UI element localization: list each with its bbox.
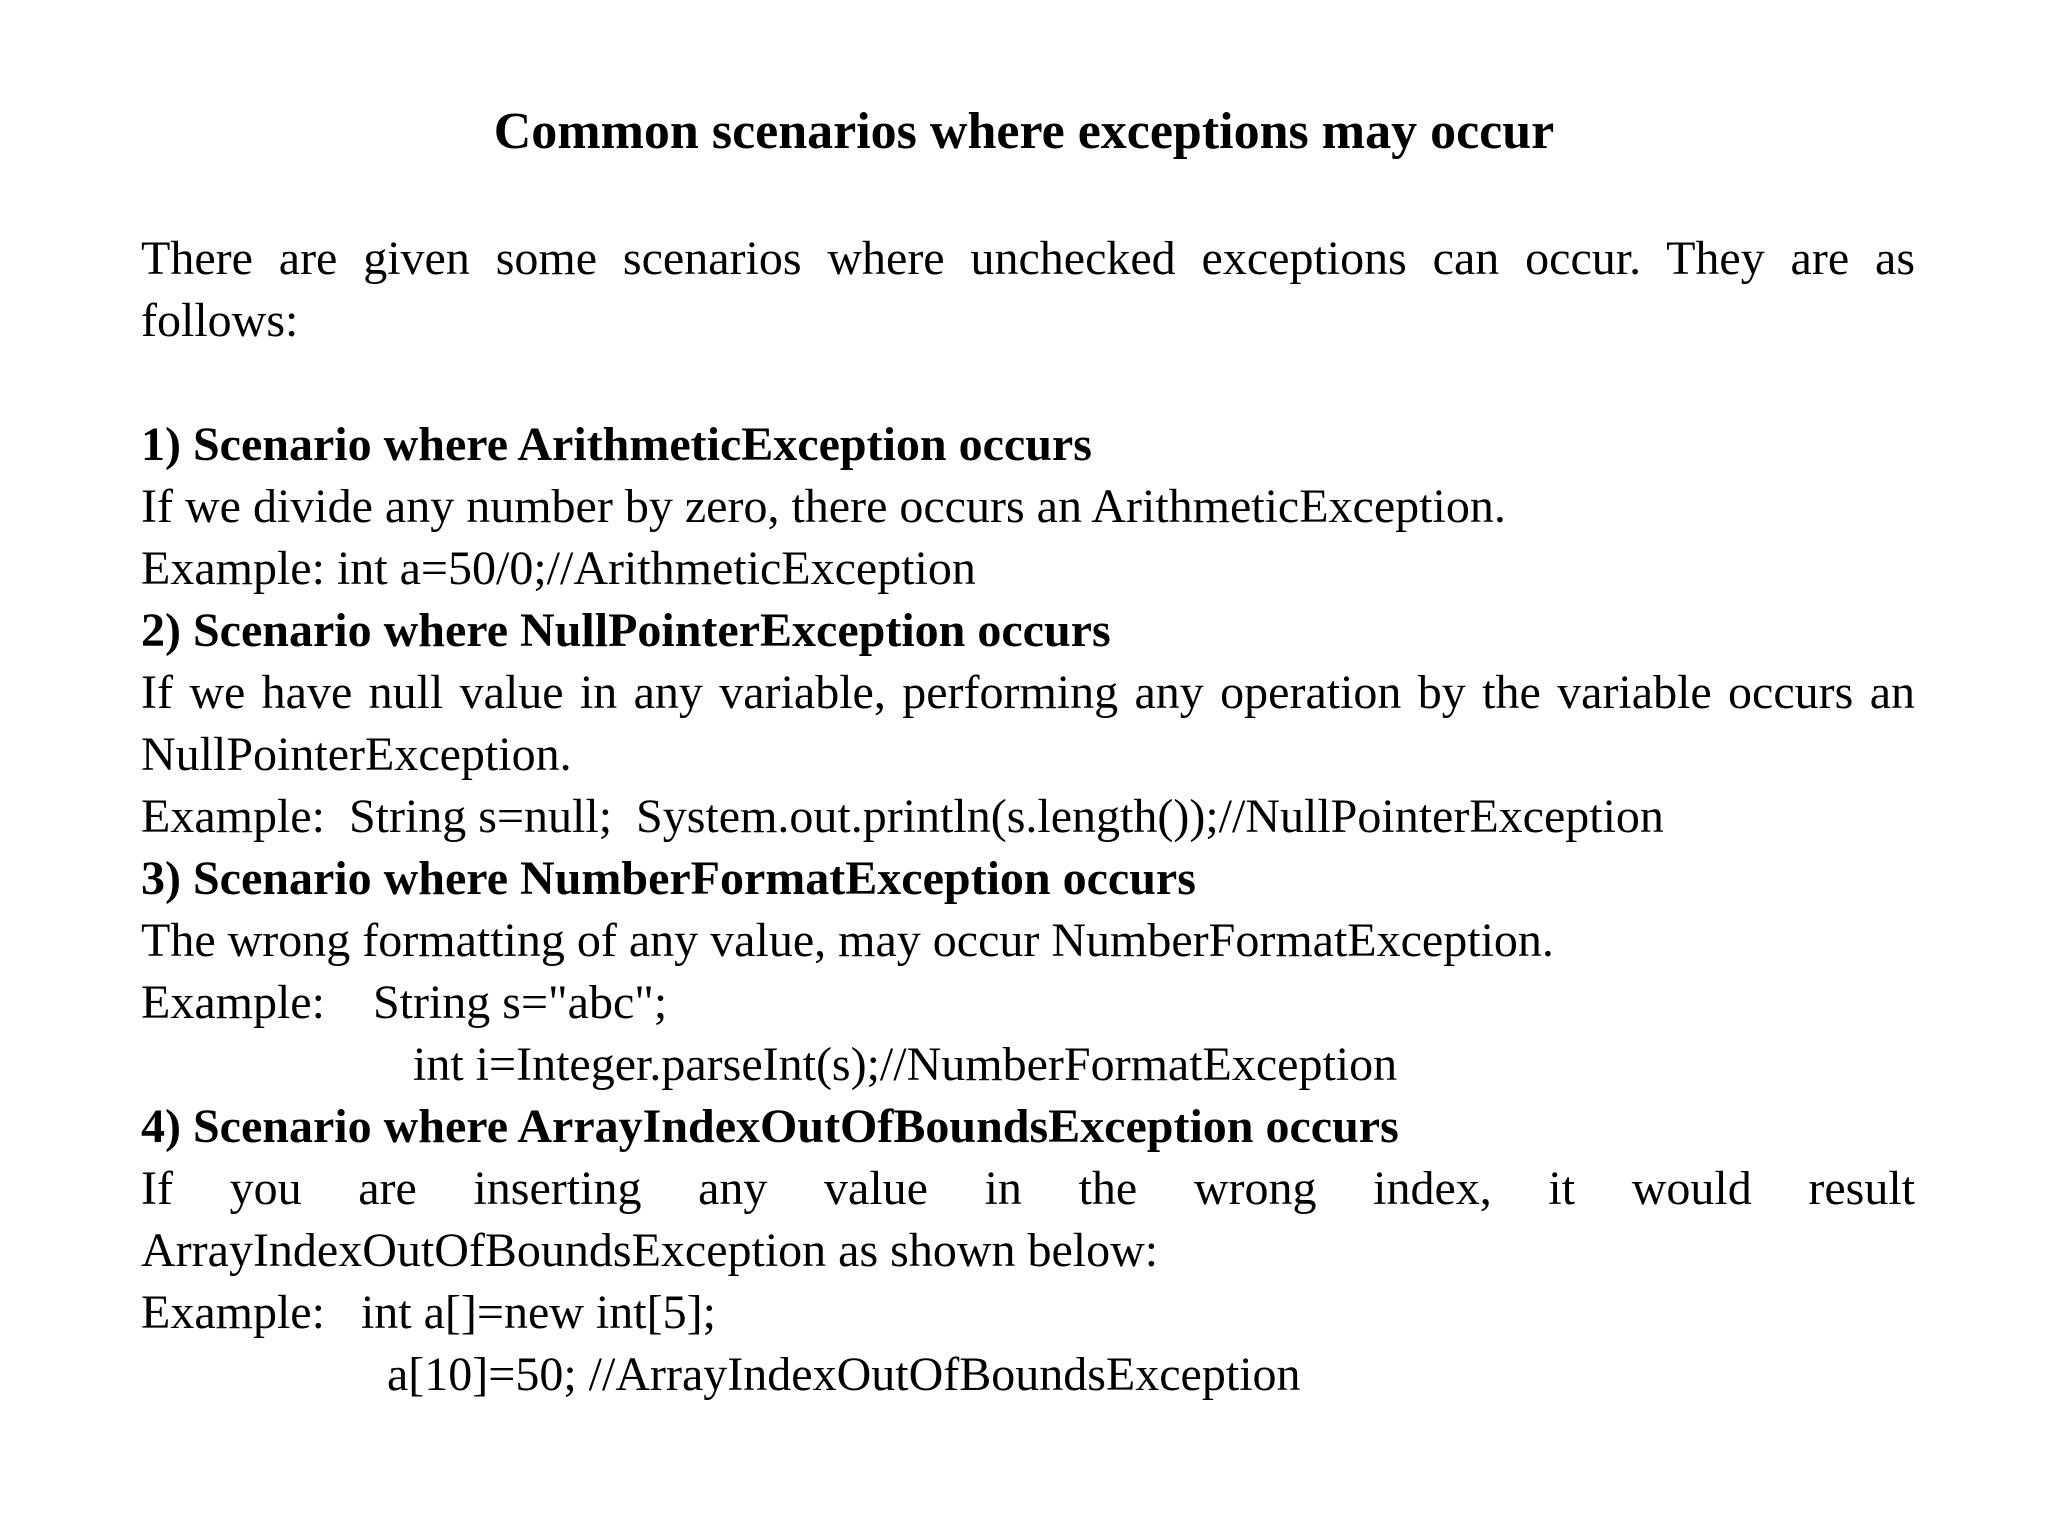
example-code-continuation xyxy=(141,1344,1915,1406)
section-nullpointer-exception xyxy=(141,600,1915,848)
example-code: int i=Integer.parseInt(s);//NumberFormatException xyxy=(413,1038,1398,1091)
example-code: int a[]=new int[5]; xyxy=(360,1286,716,1339)
section-description: If we have null value in any variable, performing any operation by the variable occurs an NullPointerException. xyxy=(141,666,1915,781)
section-description: If you are inserting any value in the wrong index, it would result ArrayIndexOutOfBoundsException as shown below: xyxy=(141,1162,1915,1277)
intro-paragraph: There are given some scenarios where unchecked exceptions can occur. They are as follows: xyxy=(141,232,1915,347)
example-line xyxy=(141,1282,1915,1344)
example-code-continuation xyxy=(141,1034,1915,1096)
example-label: Example: xyxy=(141,1286,325,1339)
paragraph-spacer xyxy=(141,352,1915,414)
section-description: The wrong formatting of any value, may occur NumberFormatException. xyxy=(141,914,1554,967)
example-label: Example: xyxy=(141,542,325,595)
document-body xyxy=(141,228,1915,1406)
page-title: Common scenarios where exceptions may occur xyxy=(493,103,1555,160)
section-heading: 1) Scenario where ArithmeticException occurs xyxy=(141,418,1092,471)
section-arrayindex-exception xyxy=(141,1096,1915,1406)
section-numberformat-exception xyxy=(141,848,1915,1096)
example-line xyxy=(141,786,1915,848)
example-code: int a=50/0;//ArithmeticException xyxy=(336,542,976,595)
example-line xyxy=(141,972,1915,1034)
section-description: If we divide any number by zero, there occurs an ArithmeticException. xyxy=(141,480,1506,533)
section-heading: 2) Scenario where NullPointerException occurs xyxy=(141,604,1111,657)
example-label: Example: xyxy=(141,790,325,843)
example-code: String s=null; System.out.println(s.length());//NullPointerException xyxy=(348,790,1664,843)
section-heading: 3) Scenario where NumberFormatException occurs xyxy=(141,852,1196,905)
section-heading: 4) Scenario where ArrayIndexOutOfBoundsException occurs xyxy=(141,1100,1399,1153)
example-code: a[10]=50; //ArrayIndexOutOfBoundsException xyxy=(387,1348,1301,1401)
example-label: Example: xyxy=(141,976,325,1029)
example-code: String s="abc"; xyxy=(372,976,668,1029)
section-arithmetic-exception xyxy=(141,414,1915,600)
example-line xyxy=(141,538,1915,600)
